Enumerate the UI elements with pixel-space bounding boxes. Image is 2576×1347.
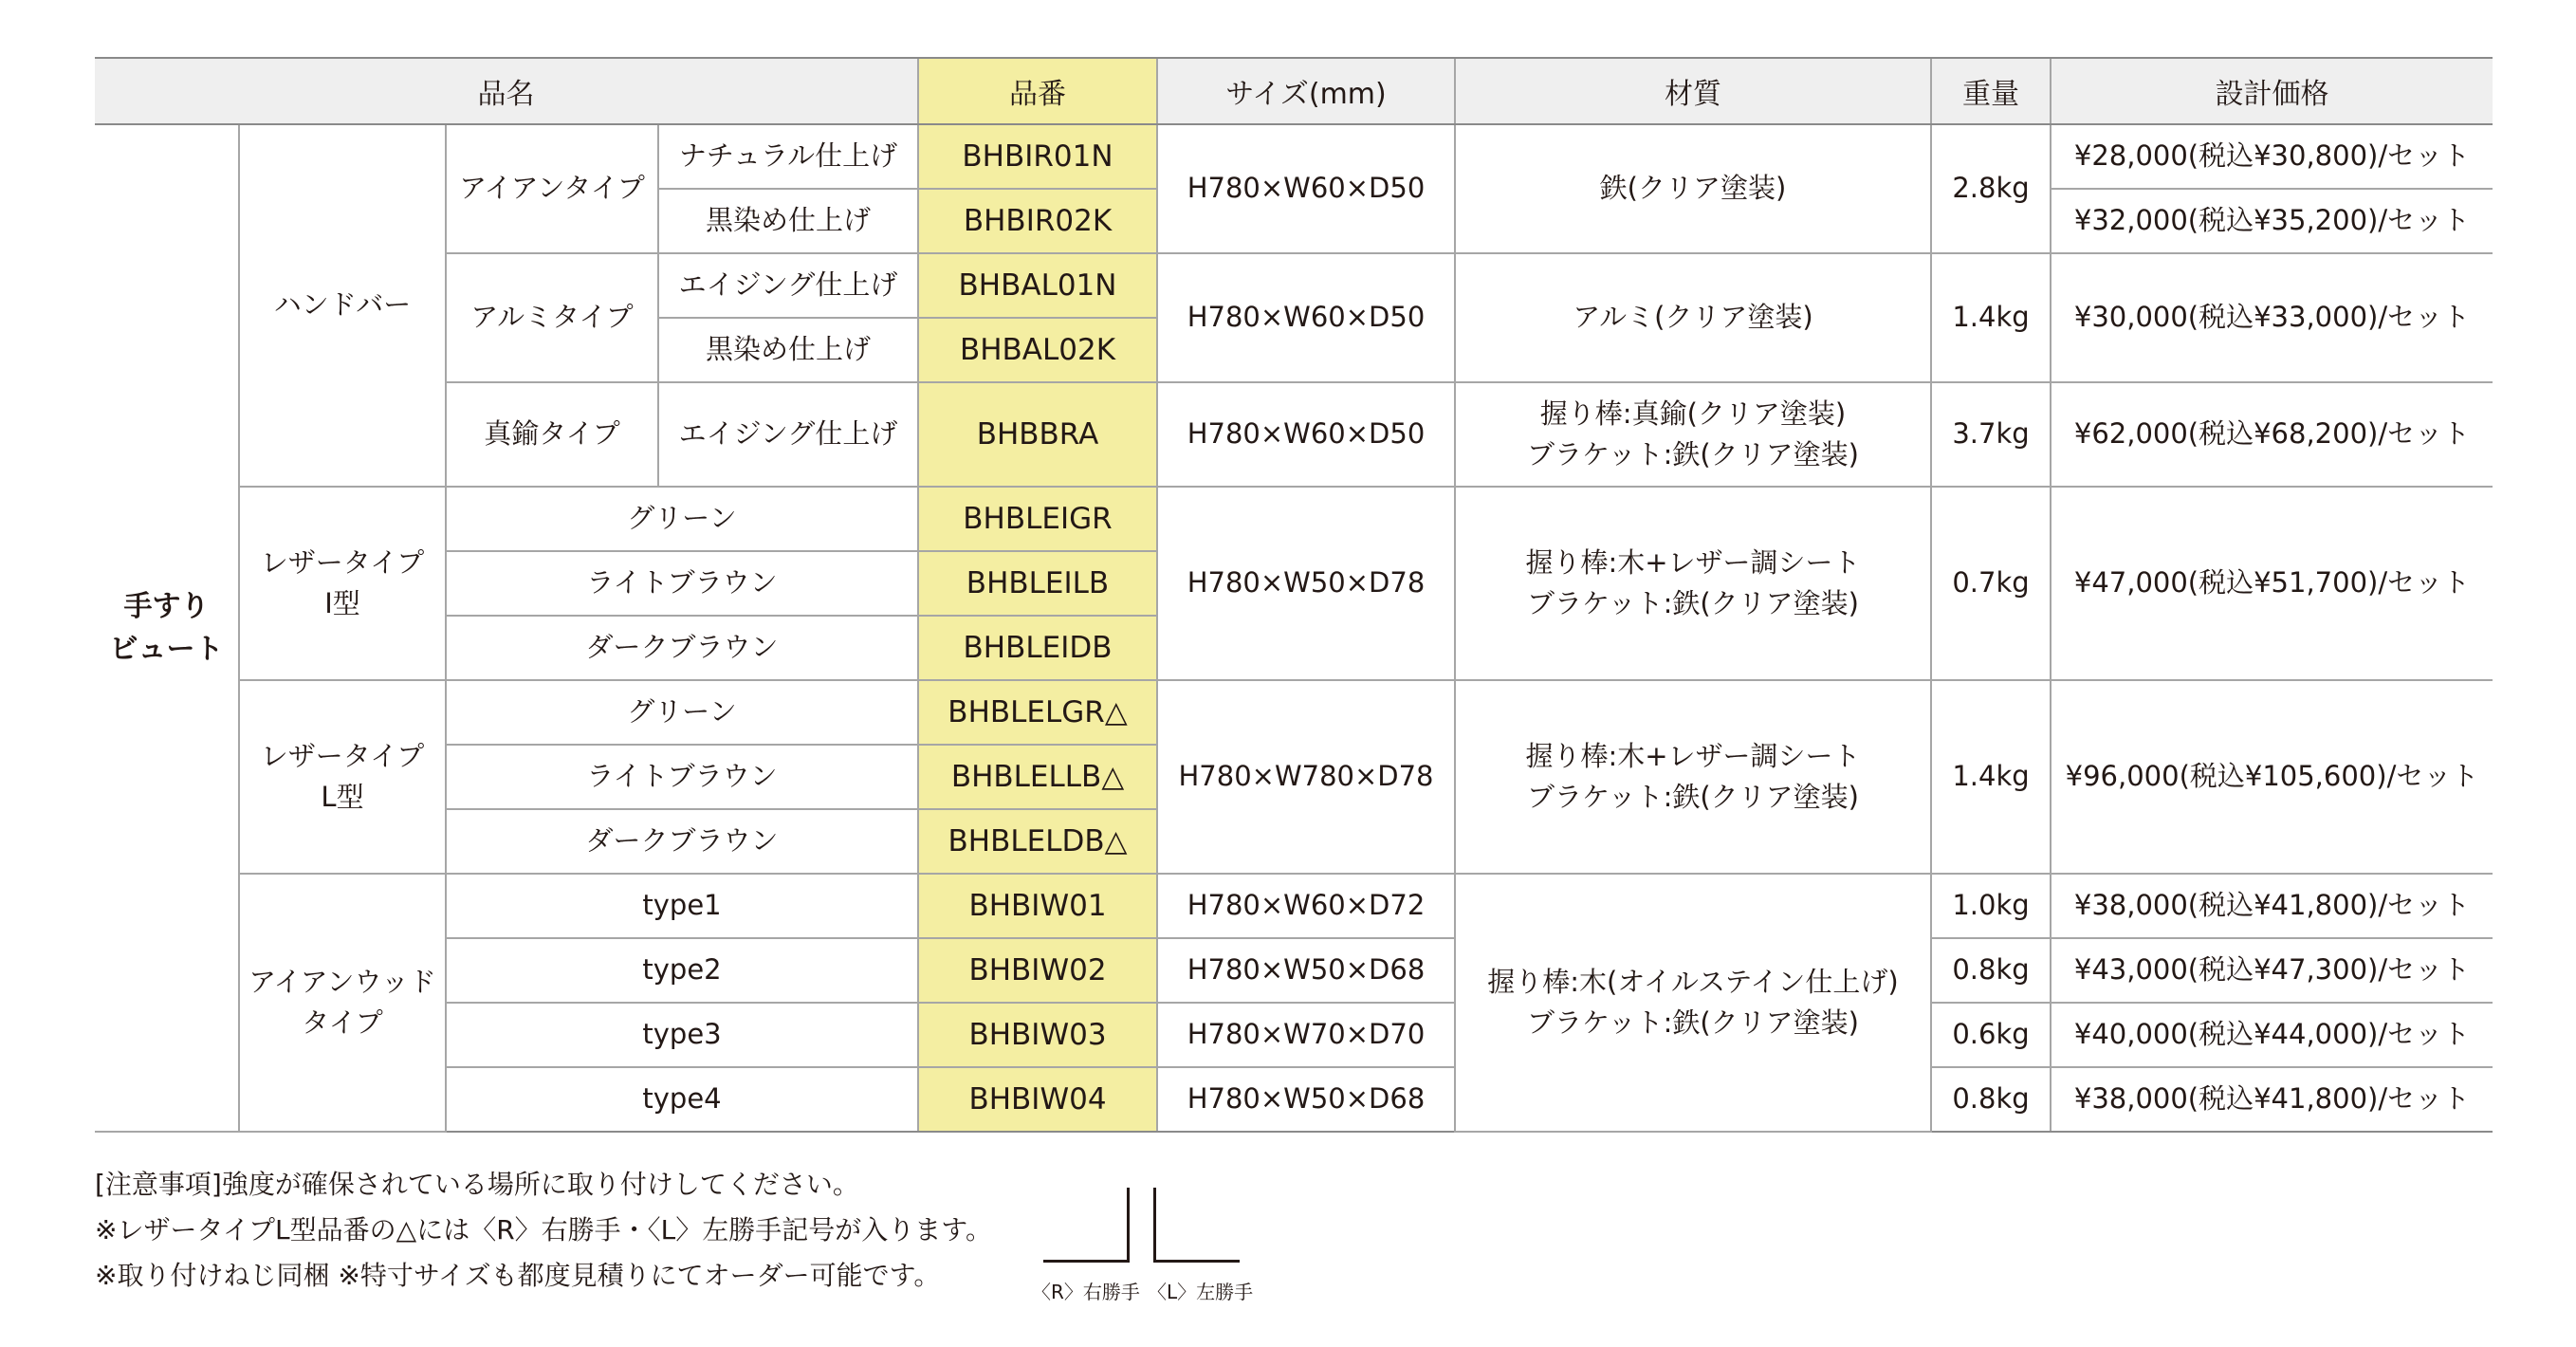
- product-code: BHBLELLB△: [918, 745, 1157, 809]
- color-cell: ライトブラウン: [446, 551, 918, 616]
- table-row: [95, 938, 2493, 1003]
- color-cell: グリーン: [446, 487, 918, 551]
- header-weight: 重量: [1931, 58, 2051, 124]
- product-code: BHBIW03: [918, 1003, 1157, 1067]
- category-label: 手すり ビュート: [95, 124, 239, 1132]
- size-cell: H780×W50×D68: [1157, 1067, 1455, 1132]
- product-code: BHBIR01N: [918, 124, 1157, 189]
- note-leather-l-symbol: ※レザータイプL型品番の△には〈R〉右勝手・〈L〉左勝手記号が入ります。: [95, 1214, 993, 1246]
- material-cell: 鉄(クリア塗装): [1455, 124, 1931, 253]
- color-cell: ダークブラウン: [446, 809, 918, 874]
- weight-cell: 0.8kg: [1931, 938, 2051, 1003]
- alumi-type-label: アルミタイプ: [446, 253, 658, 382]
- weight-cell: 1.0kg: [1931, 874, 2051, 938]
- table-row: [95, 487, 2493, 551]
- product-code: BHBLEIDB: [918, 616, 1157, 680]
- table-row: [95, 124, 2493, 189]
- left-hand-symbol: [1153, 1188, 1240, 1263]
- right-hand-symbol: [1043, 1188, 1130, 1263]
- group-leather-l-label: レザータイプ L型: [239, 680, 446, 874]
- right-hand-label: 〈R〉右勝手: [1032, 1281, 1140, 1303]
- left-hand-label: 〈L〉左勝手: [1148, 1281, 1254, 1303]
- material-cell: 握り棒:真鍮(クリア塗装) ブラケット:鉄(クリア塗装): [1455, 382, 1931, 487]
- finish-cell: エイジング仕上げ: [658, 253, 918, 318]
- weight-cell: 0.8kg: [1931, 1067, 2051, 1132]
- weight-cell: 0.6kg: [1931, 1003, 2051, 1067]
- weight-cell: 1.4kg: [1931, 680, 2051, 874]
- header-name: 品名: [95, 58, 918, 124]
- type-cell: type3: [446, 1003, 918, 1067]
- size-cell: H780×W70×D70: [1157, 1003, 1455, 1067]
- header-price: 設計価格: [2051, 58, 2493, 124]
- finish-cell: 黒染め仕上げ: [658, 318, 918, 382]
- header-code: 品番: [918, 58, 1157, 124]
- price-cell: ¥40,000(税込¥44,000)/セット: [2051, 1003, 2493, 1067]
- product-code: BHBIW04: [918, 1067, 1157, 1132]
- table-row: [95, 382, 2493, 487]
- material-cell: アルミ(クリア塗装): [1455, 253, 1931, 382]
- product-code: BHBLEIGR: [918, 487, 1157, 551]
- size-cell: H780×W60×D50: [1157, 382, 1455, 487]
- finish-cell: 黒染め仕上げ: [658, 189, 918, 253]
- material-cell: 握り棒:木+レザー調シート ブラケット:鉄(クリア塗装): [1455, 680, 1931, 874]
- product-code: BHBIR02K: [918, 189, 1157, 253]
- weight-cell: 2.8kg: [1931, 124, 2051, 253]
- table-row: [95, 1003, 2493, 1067]
- hand-symbol-diagram: [1032, 1188, 1260, 1311]
- table-row: [95, 680, 2493, 745]
- type-cell: type4: [446, 1067, 918, 1132]
- table-row: [95, 1067, 2493, 1132]
- note-caution: [注意事項]強度が確保されている場所に取り付けしてください。: [95, 1169, 859, 1200]
- header-material: 材質: [1455, 58, 1931, 124]
- price-cell: ¥30,000(税込¥33,000)/セット: [2051, 253, 2493, 382]
- size-cell: H780×W60×D72: [1157, 874, 1455, 938]
- price-cell: ¥38,000(税込¥41,800)/セット: [2051, 1067, 2493, 1132]
- material-cell: 握り棒:木(オイルステイン仕上げ) ブラケット:鉄(クリア塗装): [1455, 874, 1931, 1132]
- table-header-row: [95, 58, 2493, 124]
- header-size: サイズ(mm): [1157, 58, 1455, 124]
- size-cell: H780×W60×D50: [1157, 124, 1455, 253]
- price-cell: ¥96,000(税込¥105,600)/セット: [2051, 680, 2493, 874]
- product-code: BHBAL02K: [918, 318, 1157, 382]
- size-cell: H780×W50×D68: [1157, 938, 1455, 1003]
- price-cell: ¥43,000(税込¥47,300)/セット: [2051, 938, 2493, 1003]
- product-code: BHBLELGR△: [918, 680, 1157, 745]
- price-cell: ¥62,000(税込¥68,200)/セット: [2051, 382, 2493, 487]
- iron-type-label: アイアンタイプ: [446, 124, 658, 253]
- weight-cell: 0.7kg: [1931, 487, 2051, 680]
- notes-block: [95, 1162, 992, 1299]
- product-code: BHBLEILB: [918, 551, 1157, 616]
- type-cell: type2: [446, 938, 918, 1003]
- size-cell: H780×W50×D78: [1157, 487, 1455, 680]
- color-cell: ライトブラウン: [446, 745, 918, 809]
- color-cell: ダークブラウン: [446, 616, 918, 680]
- product-spec-table: [95, 57, 2493, 1133]
- product-code: BHBBRA: [918, 382, 1157, 487]
- finish-cell: エイジング仕上げ: [658, 382, 918, 487]
- brass-type-label: 真鍮タイプ: [446, 382, 658, 487]
- table-row: [95, 874, 2493, 938]
- price-cell: ¥28,000(税込¥30,800)/セット: [2051, 124, 2493, 189]
- table-row: [95, 253, 2493, 318]
- product-code: BHBIW02: [918, 938, 1157, 1003]
- group-handbar-label: ハンドバー: [239, 124, 446, 487]
- price-cell: ¥38,000(税込¥41,800)/セット: [2051, 874, 2493, 938]
- product-code: BHBAL01N: [918, 253, 1157, 318]
- product-code: BHBIW01: [918, 874, 1157, 938]
- size-cell: H780×W60×D50: [1157, 253, 1455, 382]
- material-cell: 握り棒:木+レザー調シート ブラケット:鉄(クリア塗装): [1455, 487, 1931, 680]
- weight-cell: 3.7kg: [1931, 382, 2051, 487]
- finish-cell: ナチュラル仕上げ: [658, 124, 918, 189]
- type-cell: type1: [446, 874, 918, 938]
- price-cell: ¥32,000(税込¥35,200)/セット: [2051, 189, 2493, 253]
- color-cell: グリーン: [446, 680, 918, 745]
- size-cell: H780×W780×D78: [1157, 680, 1455, 874]
- weight-cell: 1.4kg: [1931, 253, 2051, 382]
- price-cell: ¥47,000(税込¥51,700)/セット: [2051, 487, 2493, 680]
- note-screws-custom-size: ※取り付けねじ同梱 ※特寸サイズも都度見積りにてオーダー可能です。: [95, 1260, 941, 1291]
- group-ironwood-label: アイアンウッド タイプ: [239, 874, 446, 1132]
- product-code: BHBLELDB△: [918, 809, 1157, 874]
- group-leather-i-label: レザータイプ I型: [239, 487, 446, 680]
